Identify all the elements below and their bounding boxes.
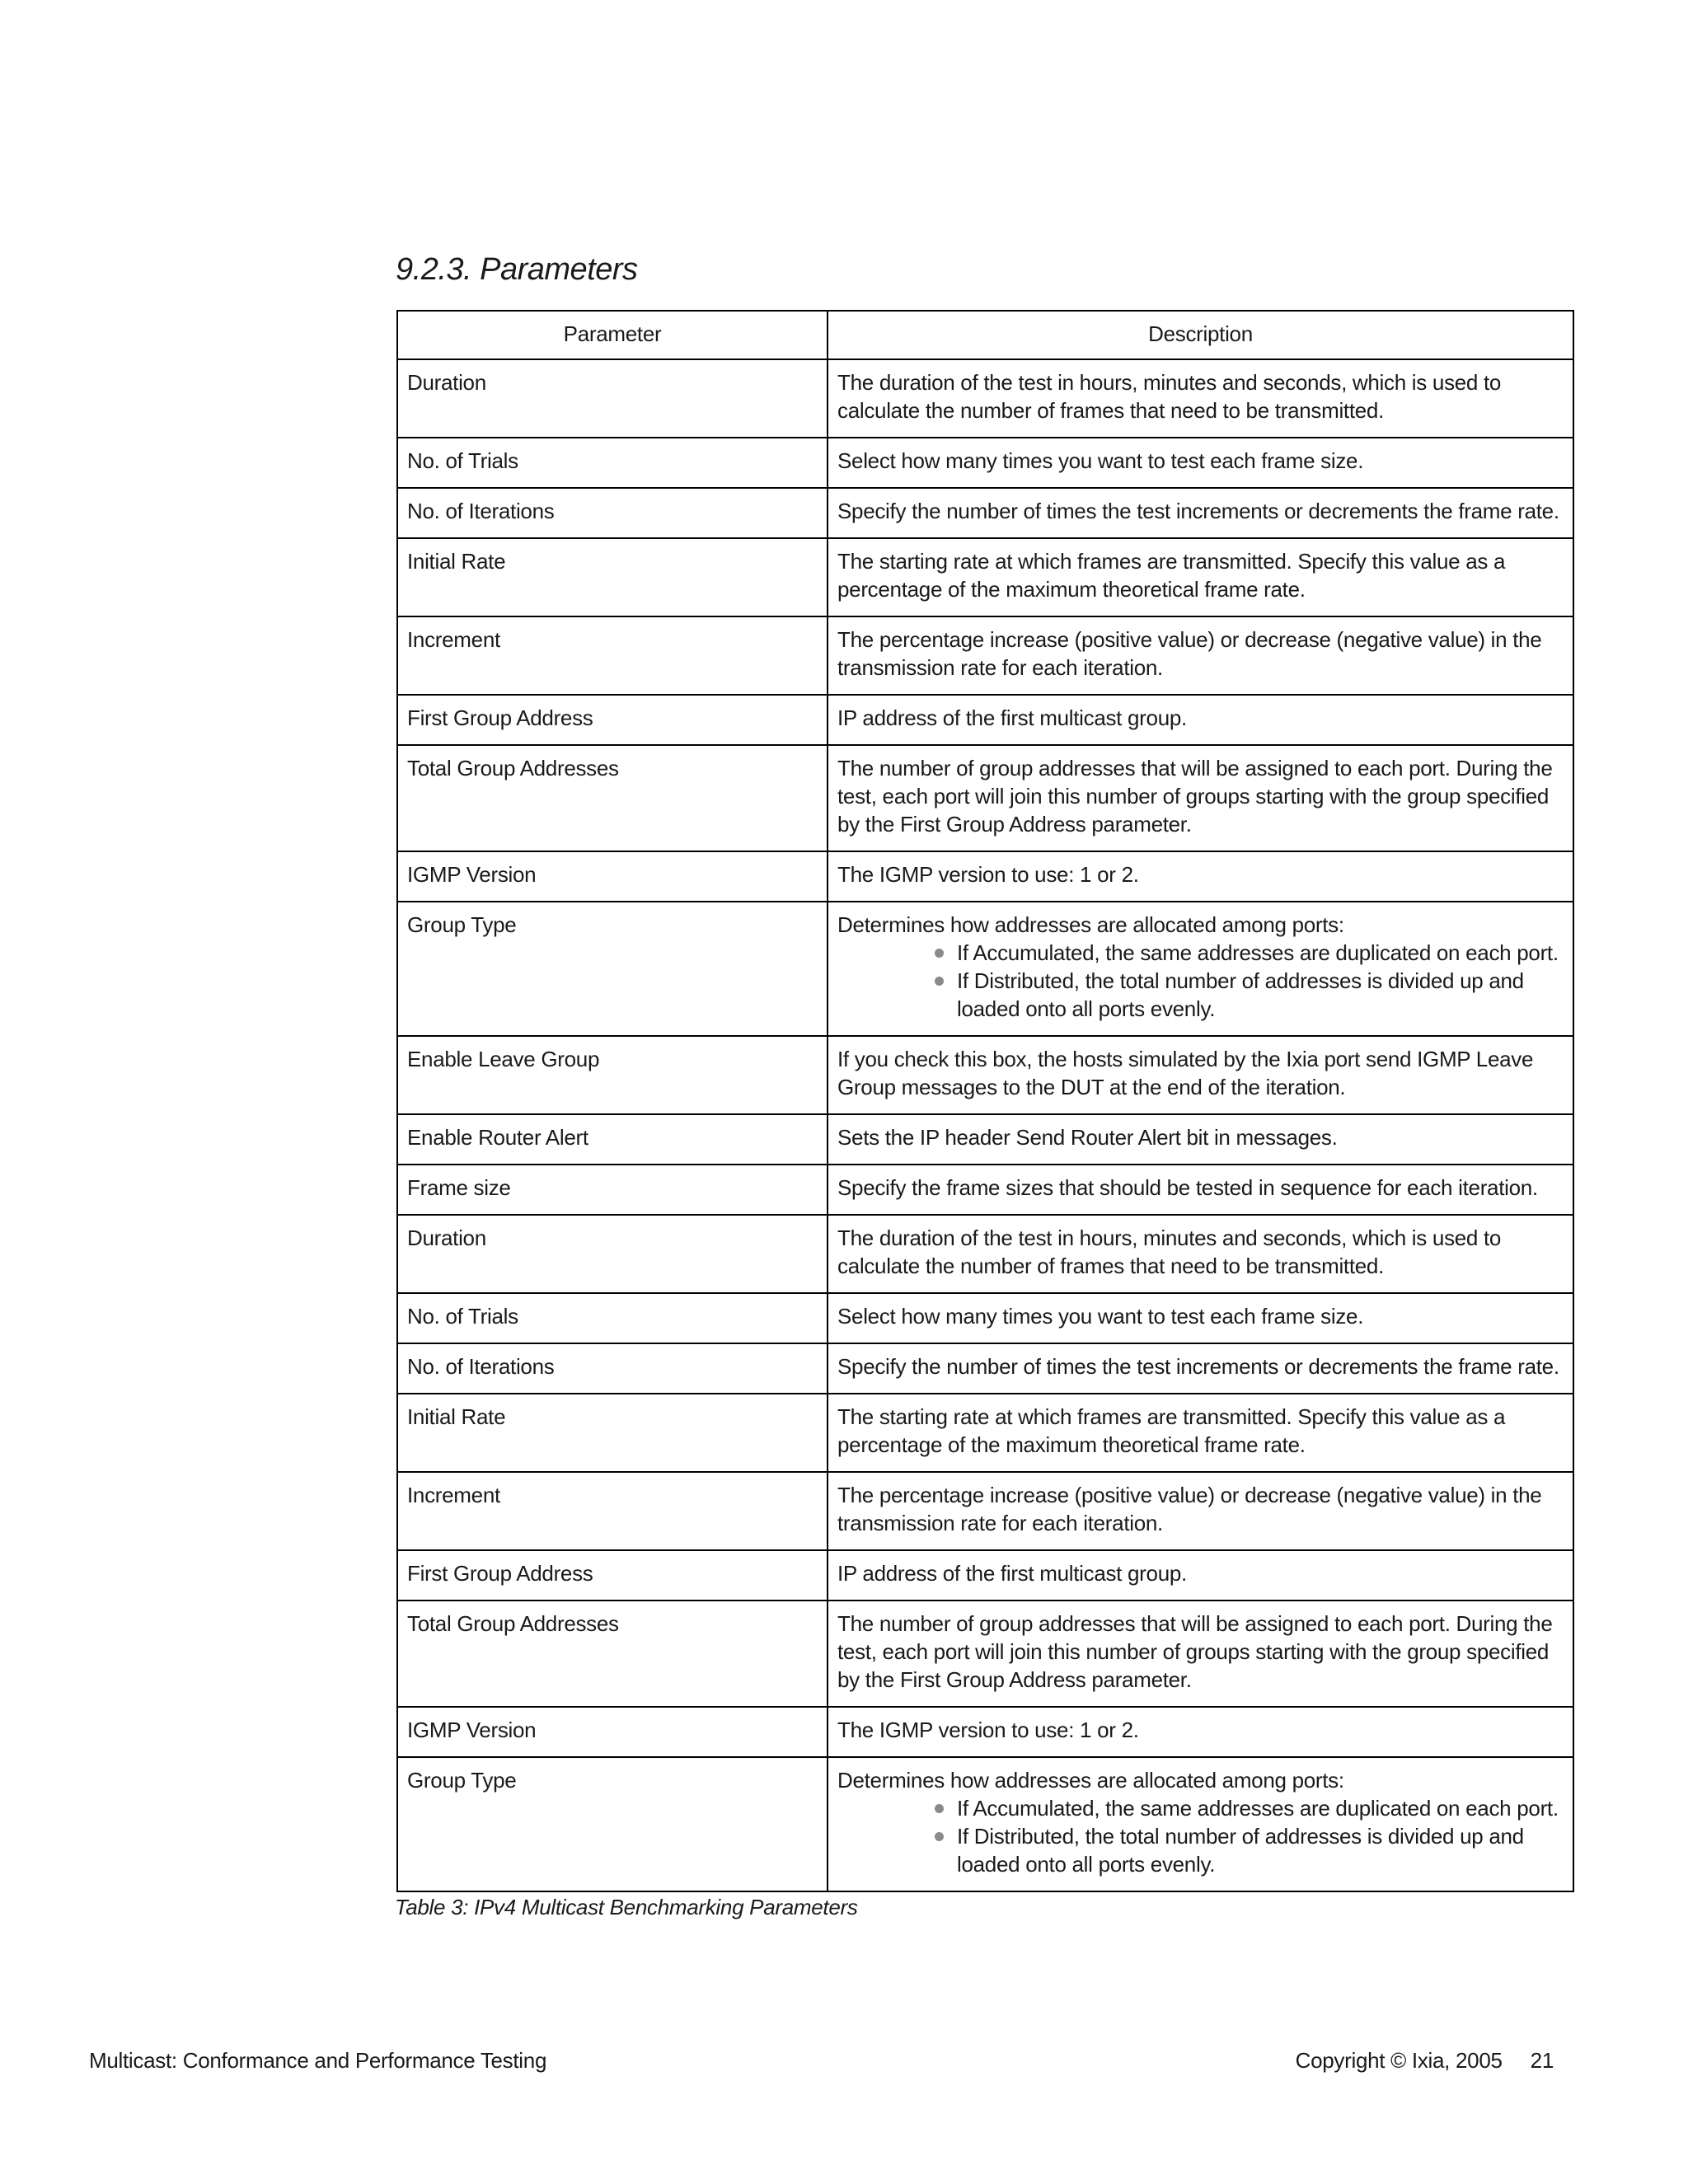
- description-cell: [828, 1472, 1573, 1550]
- parameter-cell: First Group Address: [397, 695, 828, 745]
- parameter-cell: Total Group Addresses: [397, 1601, 828, 1707]
- parameter-cell: Initial Rate: [397, 1394, 828, 1472]
- description-cell: [828, 1165, 1573, 1215]
- parameter-cell: Increment: [397, 616, 828, 695]
- table-body: [397, 359, 1573, 1891]
- description-cell: [828, 1215, 1573, 1293]
- table-row: [397, 488, 1573, 538]
- description-cell: [828, 1343, 1573, 1394]
- parameter-cell: IGMP Version: [397, 1707, 828, 1757]
- description-cell: [828, 616, 1573, 695]
- description-text: Sets the IP header Send Router Alert bit in messages.: [837, 1125, 1338, 1150]
- description-cell: [828, 1601, 1573, 1707]
- page-number: 21: [1530, 2048, 1554, 2073]
- description-cell: [828, 851, 1573, 902]
- parameter-cell: Initial Rate: [397, 538, 828, 616]
- column-header-description: Description: [828, 311, 1573, 359]
- description-text: The percentage increase (positive value) or decrease (negative value) in the transmission rate for each iteration.: [837, 1483, 1542, 1535]
- bullet-item: If Distributed, the total number of addresses is divided up and loaded onto all ports evenly.: [957, 967, 1564, 1023]
- table-row: [397, 1293, 1573, 1343]
- description-text: The duration of the test in hours, minutes and seconds, which is used to calculate the number of frames that need to be transmitted.: [837, 1226, 1502, 1278]
- table-row: [397, 1707, 1573, 1757]
- table-row: [397, 1601, 1573, 1707]
- footer-title: Multicast: Conformance and Performance Testing: [89, 2048, 547, 2073]
- table-row: [397, 1394, 1573, 1472]
- description-text: The starting rate at which frames are transmitted. Specify this value as a percentage of the maximum theoretical frame rate.: [837, 1404, 1506, 1457]
- description-cell: [828, 695, 1573, 745]
- description-text: IP address of the first multicast group.: [837, 705, 1187, 730]
- table-row: [397, 1114, 1573, 1165]
- description-text: The IGMP version to use: 1 or 2.: [837, 862, 1139, 887]
- description-cell: [828, 359, 1573, 438]
- table-caption: Table 3: IPv4 Multicast Benchmarking Parameters: [395, 1895, 858, 1919]
- description-cell: [828, 1394, 1573, 1472]
- table-row: [397, 359, 1573, 438]
- parameter-cell: IGMP Version: [397, 851, 828, 902]
- description-text: IP address of the first multicast group.: [837, 1561, 1187, 1586]
- description-text: Select how many times you want to test each frame size.: [837, 448, 1364, 473]
- parameter-cell: Increment: [397, 1472, 828, 1550]
- parameter-cell: First Group Address: [397, 1550, 828, 1601]
- description-cell: [828, 538, 1573, 616]
- table-row: [397, 745, 1573, 851]
- table-row: [397, 438, 1573, 488]
- table-row: [397, 538, 1573, 616]
- table-row: [397, 695, 1573, 745]
- description-text: The percentage increase (positive value) or decrease (negative value) in the transmission rate for each iteration.: [837, 627, 1542, 680]
- description-text: The number of group addresses that will be assigned to each port. During the test, each port will join this number of groups starting with the group specified by the First Group Address parameter.: [837, 1611, 1553, 1692]
- description-text: Select how many times you want to test each frame size.: [837, 1304, 1364, 1329]
- parameter-cell: Total Group Addresses: [397, 745, 828, 851]
- bullet-item: If Distributed, the total number of addresses is divided up and loaded onto all ports evenly.: [957, 1822, 1564, 1878]
- section-heading: 9.2.3. Parameters: [396, 252, 638, 287]
- table-row: [397, 1036, 1573, 1114]
- table-row: [397, 616, 1573, 695]
- parameter-cell: Enable Leave Group: [397, 1036, 828, 1114]
- parameter-cell: No. of Iterations: [397, 488, 828, 538]
- table-row: [397, 1550, 1573, 1601]
- description-text: The starting rate at which frames are transmitted. Specify this value as a percentage of the maximum theoretical frame rate.: [837, 549, 1506, 602]
- parameter-cell: Duration: [397, 1215, 828, 1293]
- description-text: The number of group addresses that will be assigned to each port. During the test, each port will join this number of groups starting with the group specified by the First Group Address parameter.: [837, 756, 1553, 837]
- description-cell: [828, 1114, 1573, 1165]
- description-text: Determines how addresses are allocated among ports:: [837, 1768, 1344, 1793]
- description-cell: [828, 1036, 1573, 1114]
- description-cell: [828, 1293, 1573, 1343]
- table-row: [397, 902, 1573, 1036]
- description-text: Specify the frame sizes that should be tested in sequence for each iteration.: [837, 1175, 1538, 1200]
- column-header-parameter: Parameter: [397, 311, 828, 359]
- parameter-cell: Group Type: [397, 902, 828, 1036]
- description-cell: [828, 488, 1573, 538]
- table-row: [397, 1757, 1573, 1891]
- description-cell: [828, 1550, 1573, 1601]
- footer-copyright: Copyright © Ixia, 2005: [1295, 2048, 1503, 2073]
- description-text: The IGMP version to use: 1 or 2.: [837, 1718, 1139, 1742]
- parameter-cell: No. of Trials: [397, 1293, 828, 1343]
- description-text: If you check this box, the hosts simulated by the Ixia port send IGMP Leave Group messages to the DUT at the end of the iteration.: [837, 1047, 1534, 1099]
- description-text: Specify the number of times the test increments or decrements the frame rate.: [837, 499, 1559, 523]
- description-cell: [828, 1707, 1573, 1757]
- description-text: The duration of the test in hours, minutes and seconds, which is used to calculate the number of frames that need to be transmitted.: [837, 370, 1502, 423]
- parameter-cell: No. of Trials: [397, 438, 828, 488]
- bullet-item: If Accumulated, the same addresses are duplicated on each port.: [957, 1794, 1564, 1822]
- parameter-cell: Frame size: [397, 1165, 828, 1215]
- description-text: Determines how addresses are allocated among ports:: [837, 912, 1344, 937]
- description-cell: [828, 745, 1573, 851]
- table-row: [397, 851, 1573, 902]
- table-row: [397, 1472, 1573, 1550]
- parameter-cell: No. of Iterations: [397, 1343, 828, 1394]
- table-row: [397, 1165, 1573, 1215]
- parameters-table: [396, 310, 1574, 1892]
- description-bullet-list: [837, 939, 1564, 1023]
- footer-copyright-block: [1296, 2048, 1554, 2074]
- parameter-cell: Enable Router Alert: [397, 1114, 828, 1165]
- table-header-row: [397, 311, 1573, 359]
- bullet-item: If Accumulated, the same addresses are duplicated on each port.: [957, 939, 1564, 967]
- description-cell: [828, 902, 1573, 1036]
- table-row: [397, 1215, 1573, 1293]
- description-cell: [828, 438, 1573, 488]
- description-cell: [828, 1757, 1573, 1891]
- description-text: Specify the number of times the test increments or decrements the frame rate.: [837, 1354, 1559, 1379]
- parameter-cell: Group Type: [397, 1757, 828, 1891]
- table-row: [397, 1343, 1573, 1394]
- parameter-cell: Duration: [397, 359, 828, 438]
- description-bullet-list: [837, 1794, 1564, 1878]
